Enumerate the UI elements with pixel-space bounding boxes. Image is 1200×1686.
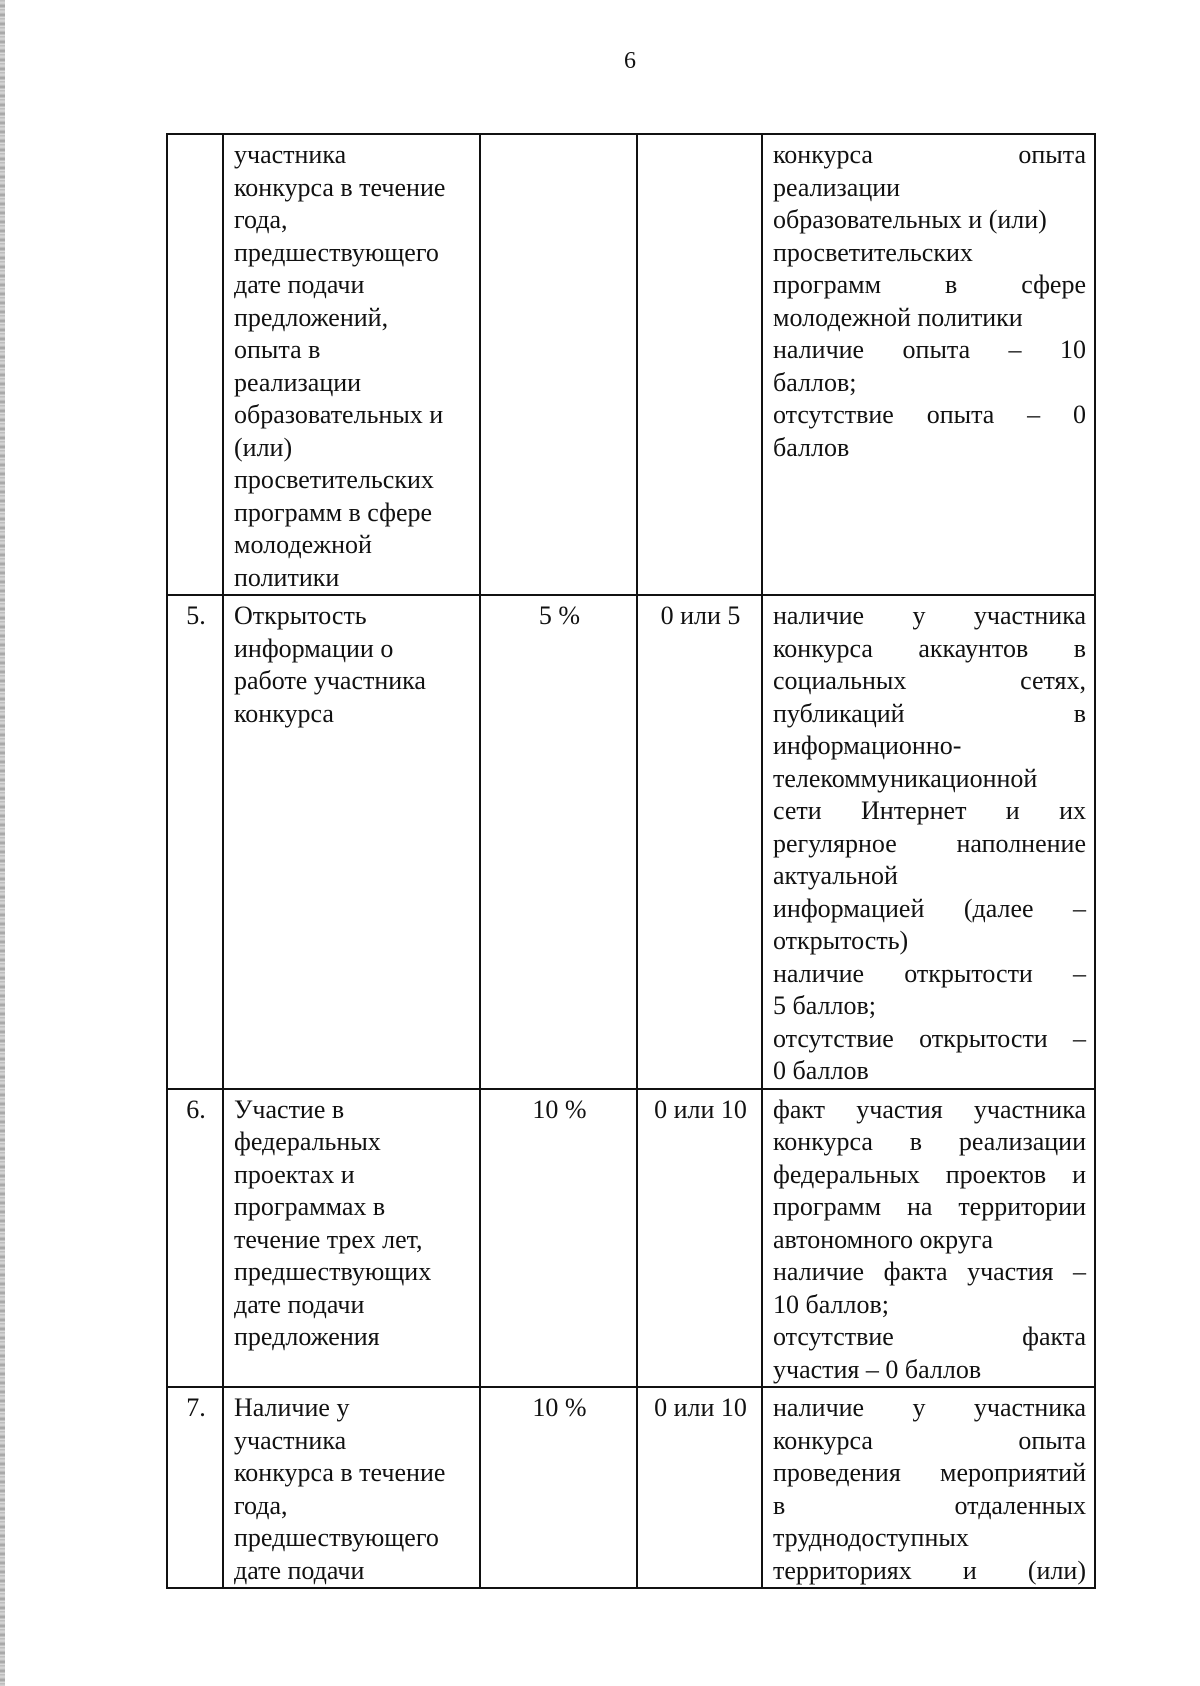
cell-weight: 5 % [480,595,637,1089]
text-line: социальных сетях, [773,666,1086,695]
text-line: участника [234,1425,347,1455]
table-row [167,1089,1095,1388]
text-line: (или) [234,432,293,462]
text-line: отсутствие факта [773,1322,1086,1351]
text-line: Открытость [234,601,367,630]
text-line: Наличие у [234,1393,350,1422]
table-row [167,595,1095,1089]
cell-description [762,1089,1095,1388]
text-line: федеральных [234,1127,381,1156]
text-line: автономного округа [773,1224,993,1254]
criteria-table [166,133,1096,1589]
cell-score: 0 или 10 [637,1387,762,1588]
text-line: просветительских [234,465,434,494]
text-line: в отдаленных [773,1490,1086,1520]
page-number: 6 [624,48,636,74]
text-line: программ в сфере [773,270,1086,299]
text-line: наличие опыта – 10 [773,335,1086,364]
cell-description [762,134,1095,595]
text-line: предложений, [234,302,389,332]
text-line: территориях и (или) [773,1555,1086,1585]
text-line: актуальной [773,861,898,890]
text-line: конкурса аккаунтов в [773,633,1086,663]
table-row [167,1387,1095,1588]
cell-criterion-name [223,134,480,595]
text-line: дате подачи [234,270,365,299]
text-line: конкурса в течение [234,1458,446,1487]
cell-criterion-name [223,1387,480,1588]
text-line: отсутствие опыта – 0 [773,400,1086,429]
cell-description [762,595,1095,1089]
text-line: участника [234,140,347,169]
text-line: просветительских [773,237,973,267]
text-line: образовательных и (или) [773,205,1047,234]
cell-description [762,1387,1095,1588]
cell-weight: 10 % [480,1387,637,1588]
text-line: конкурса в реализации [773,1127,1086,1156]
cell-weight [480,134,637,595]
cell-weight: 10 % [480,1089,637,1388]
text-line: конкурса в течение [234,172,446,202]
text-line: информацией (далее – [773,893,1086,923]
text-line: участия – 0 баллов [773,1354,982,1384]
text-line: работе участника [234,666,426,695]
text-line: конкурса опыта [773,1425,1086,1455]
cell-criterion-name [223,1089,480,1388]
cell-number [167,134,223,595]
text-line: 0 баллов [773,1056,869,1085]
text-line: молодежной [234,530,372,559]
text-line: баллов; [773,367,857,397]
text-line: конкурса опыта [773,140,1086,169]
text-line: наличие у участника [773,601,1086,630]
text-line: дате подачи [234,1289,365,1319]
text-line: политики [234,562,340,592]
text-line: образовательных и [234,400,444,429]
text-line: факт участия участника [773,1094,1086,1124]
cell-score: 0 или 10 [637,1089,762,1388]
text-line: регулярное наполнение [773,828,1086,858]
text-line: конкурса [234,698,334,728]
text-line: публикаций в [773,698,1086,728]
text-line: телекоммуникационной [773,763,1038,793]
cell-number: 5. [167,595,223,1089]
text-line: программах в [234,1192,386,1221]
text-line: открытость) [773,926,909,955]
text-line: наличие у участника [773,1393,1086,1422]
cell-score: 0 или 5 [637,595,762,1089]
scan-edge [0,0,5,1686]
text-line: информационно- [773,731,962,760]
text-line: реализации [234,367,362,397]
text-line: предшествующего [234,237,439,267]
text-line: федеральных проектов и [773,1159,1086,1189]
text-line: проектах и [234,1159,355,1189]
text-line: проведения мероприятий [773,1458,1086,1487]
cell-score [637,134,762,595]
text-line: реализации [773,172,901,202]
text-line: 10 баллов; [773,1289,889,1319]
text-line: программ в сфере [234,497,433,527]
text-line: труднодоступных [773,1523,969,1552]
text-line: 5 баллов; [773,991,876,1020]
text-line: опыта в [234,335,321,364]
cell-number: 7. [167,1387,223,1588]
text-line: отсутствие открытости – [773,1023,1086,1053]
text-line: наличие факта участия – [773,1257,1086,1286]
text-line: дате подачи [234,1555,365,1585]
text-line: года, [234,1490,288,1520]
table-row [167,134,1095,595]
text-line: сети Интернет и их [773,796,1086,825]
text-line: баллов [773,432,850,462]
text-line: предшествующего [234,1523,439,1552]
text-line: года, [234,205,288,234]
text-line: наличие открытости – [773,958,1086,988]
text-line: течение трех лет, [234,1224,423,1254]
cell-number: 6. [167,1089,223,1388]
text-line: информации о [234,633,394,663]
text-line: молодежной политики [773,302,1023,332]
text-line: программ на территории [773,1192,1086,1221]
text-line: Участие в [234,1094,345,1124]
text-line: предшествующих [234,1257,432,1286]
cell-criterion-name [223,595,480,1089]
text-line: предложения [234,1322,380,1351]
